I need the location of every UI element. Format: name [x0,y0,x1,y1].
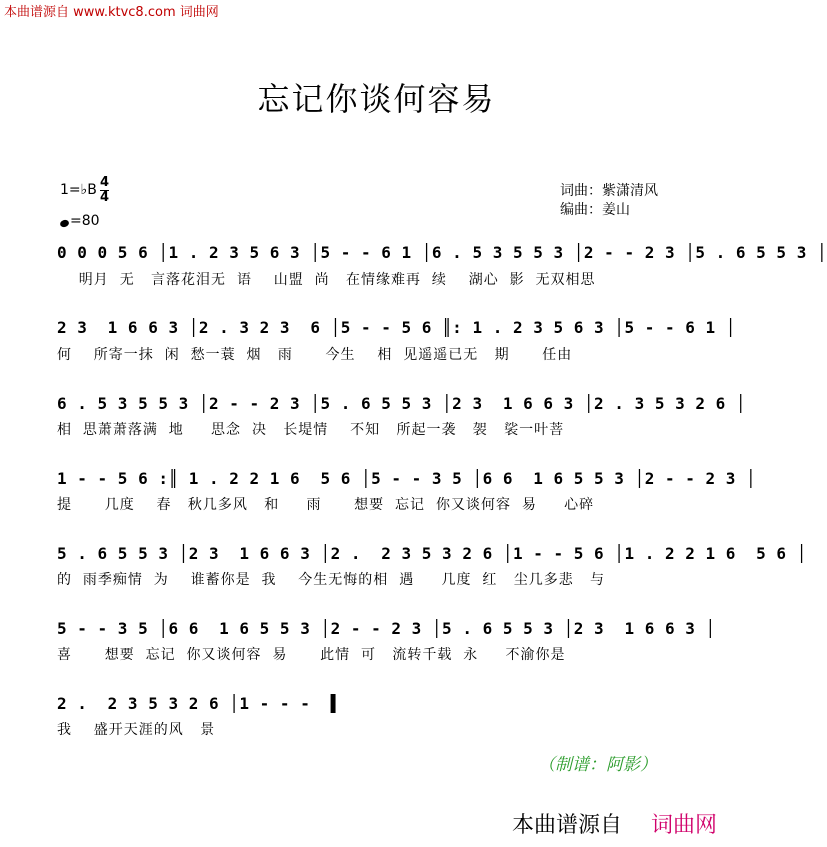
notation-row-3: 6 . 5 3 5 5 3 │2 - - 2 3 │5 . 6 5 5 3 │2 3 1 6 6 3 │2 . 3 5 3 2 6 │ [57,394,747,413]
tempo-value: =80 [70,213,100,229]
notation-row-2: 2 3 1 6 6 3 │2 . 3 2 3 6 │5 - - 5 6 ║: 1 . 2 3 5 6 3 │5 - - 6 1 │ [57,318,736,337]
source-watermark-text: 本曲谱源自 www.ktvc8.com 词曲网 [4,5,219,20]
tempo-marking [60,213,100,229]
key-signature: 1=♭B [60,182,97,198]
notation-row-5: 5 . 6 5 5 3 │2 3 1 6 6 3 │2 . 2 3 5 3 2 6 │1 - - 5 6 │1 . 2 2 1 6 5 6 │ [57,544,807,563]
credit-arranger: 编曲：姜山 [560,202,630,218]
credit-lyrics-music: 词曲：紫潇清风 [560,183,658,199]
lyrics-row-6: 喜 想要 忘记 你又谈何容 易 此情 可 流转千载 永 不渝你是 [57,647,566,663]
notation-row-4: 1 - - 5 6 :║ 1 . 2 2 1 6 5 6 │5 - - 3 5 │6 6 1 6 5 5 3 │2 - - 2 3 │ [57,469,757,488]
notation-row-7: 2 . 2 3 5 3 2 6 │1 - - - ▌ [57,694,341,713]
lyrics-row-7: 我 盛开天涯的风 景 [57,722,216,738]
footer-source-text: 本曲谱源自 [512,813,623,838]
time-signature-top: 4 [100,175,110,190]
lyrics-row-1: 明月 无 言落花泪无 语 山盟 尚 在情缘难再 续 湖心 影 无双相思 [57,272,596,288]
notation-row-6: 5 - - 3 5 │6 6 1 6 5 5 3 │2 - - 2 3 │5 . 6 5 5 3 │2 3 1 6 6 3 │ [57,619,716,638]
footer-site-name[interactable]: 词曲网 [651,813,718,838]
lyrics-row-2: 何 所寄一抹 闲 愁一蓑 烟 雨 今生 相 见遥遥已无 期 任由 [57,347,573,363]
transcriber-credit: （制谱：阿影） [538,755,657,775]
time-signature [100,176,109,205]
song-title: 忘记你谈何容易 [257,80,496,118]
quarter-note-icon [59,219,70,229]
time-signature-bottom: 4 [100,190,110,205]
lyrics-row-4: 提 几度 春 秋几多风 和 雨 想要 忘记 你又谈何容 易 心碎 [57,497,595,513]
lyrics-row-5: 的 雨季痴情 为 谁蓄你是 我 今生无悔的相 遇 几度 红 尘几多悲 与 [57,572,606,588]
lyrics-row-3: 相 思萧萧落满 地 思念 决 长堤情 不知 所起一袭 袈 裟一叶菩 [57,422,565,438]
notation-row-1: 0 0 0 5 6 │1 . 2 3 5 6 3 │5 - - 6 1 │6 . 5 3 5 5 3 │2 - - 2 3 │5 . 6 5 5 3 │ [57,243,827,262]
